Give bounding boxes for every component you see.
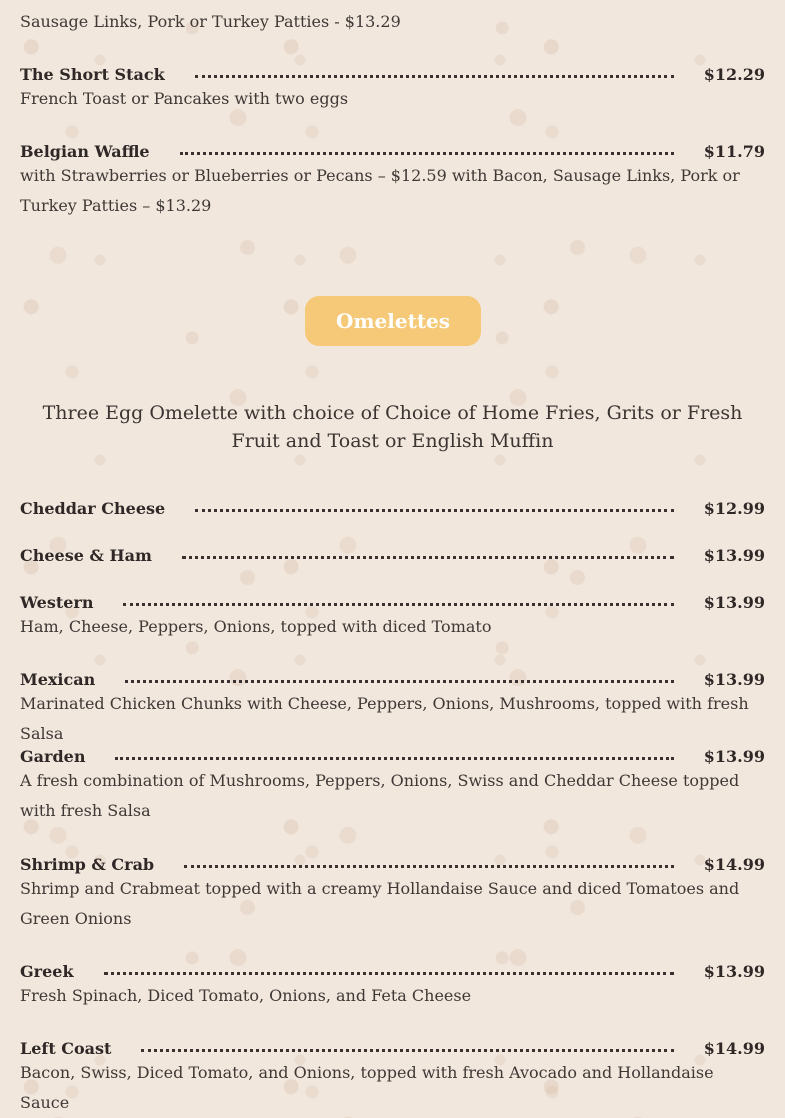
leader-dots <box>180 152 674 155</box>
item-description: Bacon, Swiss, Diced Tomato, and Onions, topped with fresh Avocado and Hollandaise Sauce <box>20 1063 714 1112</box>
item-name: Cheese & Ham <box>20 546 152 565</box>
item-description: Fresh Spinach, Diced Tomato, Onions, and Feta Cheese <box>20 986 472 1005</box>
item-name: The Short Stack <box>20 65 165 84</box>
item-description: French Toast or Pancakes with two eggs <box>20 89 349 108</box>
item-description: Shrimp and Crabmeat topped with a creamy Hollandaise Sauce and diced Tomatoes and Green Onions <box>20 879 740 928</box>
leader-dots <box>123 603 673 606</box>
menu-item <box>20 586 765 642</box>
item-name: Western <box>20 593 94 612</box>
menu-item <box>20 663 765 749</box>
menu-item <box>20 492 765 518</box>
leader-dots <box>104 972 674 975</box>
leader-dots <box>195 509 674 512</box>
leader-dots <box>141 1049 673 1052</box>
menu-item <box>20 58 765 114</box>
item-price: $13.99 <box>703 593 765 612</box>
item-price: $12.29 <box>703 65 765 84</box>
item-name: Garden <box>20 747 86 766</box>
item-name: Cheddar Cheese <box>20 499 166 518</box>
item-description-fragment: Sausage Links, Pork or Turkey Patties - $13.29 <box>20 12 401 31</box>
item-description: Marinated Chicken Chunks with Cheese, Peppers, Onions, Mushrooms, topped with fresh Salsa <box>20 694 749 743</box>
item-price: $14.99 <box>703 1039 765 1058</box>
menu-item <box>20 539 765 565</box>
item-name: Shrimp & Crab <box>20 855 155 874</box>
menu-item <box>20 848 765 934</box>
item-price: $13.99 <box>703 962 765 981</box>
menu-item <box>20 955 765 1011</box>
item-description: A fresh combination of Mushrooms, Peppers, Onions, Swiss and Cheddar Cheese topped with fresh Salsa <box>20 771 740 820</box>
item-price: $13.99 <box>703 670 765 689</box>
item-name: Belgian Waffle <box>20 142 150 161</box>
leader-dots <box>184 865 674 868</box>
item-description: Ham, Cheese, Peppers, Onions, topped with diced Tomato <box>20 617 492 636</box>
item-name: Left Coast <box>20 1039 112 1058</box>
section-intro: Three Egg Omelette with choice of Choice of Home Fries, Grits or Fresh Fruit and Toast or English Muffin <box>42 402 743 452</box>
item-price: $11.79 <box>703 142 765 161</box>
menu-item <box>20 740 765 826</box>
item-price: $14.99 <box>703 855 765 874</box>
leader-dots <box>182 556 674 559</box>
item-price: $13.99 <box>703 747 765 766</box>
menu-item <box>20 1032 765 1118</box>
section-title-badge: Omelettes <box>305 296 481 346</box>
leader-dots <box>125 680 674 683</box>
item-description: with Strawberries or Blueberries or Pecans – $12.59 with Bacon, Sausage Links, Pork or Turkey Patties – $13.29 <box>20 166 740 215</box>
menu-item <box>20 135 765 221</box>
item-price: $12.99 <box>703 499 765 518</box>
item-name: Greek <box>20 962 74 981</box>
item-name: Mexican <box>20 670 96 689</box>
leader-dots <box>115 757 673 760</box>
item-price: $13.99 <box>703 546 765 565</box>
leader-dots <box>195 75 674 78</box>
